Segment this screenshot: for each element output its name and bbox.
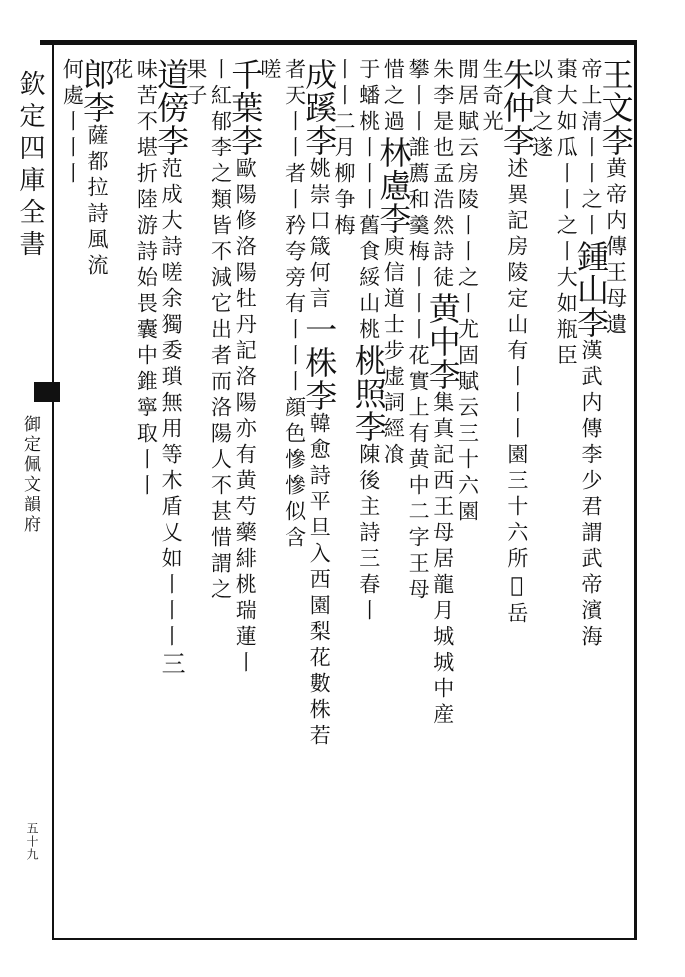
annotation-text: 矜夸旁有丨丨丨顔色慘慘似含 (282, 214, 307, 552)
annotation-text: 花 (109, 58, 134, 84)
annotation-text: 帝上清丨丨之丨 (578, 58, 603, 240)
headword: 林慮李 (374, 136, 413, 235)
annotation-text: 何處丨丨丨 (60, 58, 85, 188)
annotation-text: 陳後主詩三春丨 (356, 443, 381, 625)
annotation-text: 薩都拉詩風流 (85, 124, 110, 280)
annotation-text: 嗟 (257, 58, 282, 84)
annotation-text: 味苦不堪折陸游詩始畏囊中錐寧取丨丨 (134, 58, 159, 500)
annotation-text: 集真記西王母居龍月城城中産 (430, 391, 455, 729)
bottom-border (52, 938, 637, 940)
annotation-text: 姚崇口箴何言 (307, 157, 332, 313)
headword: 黄中李 (423, 292, 462, 391)
annotation-text: 丨丨二月柳争梅 (332, 58, 356, 240)
annotation-text: 庾信道士步虚詞經 (381, 235, 406, 443)
annotation-text: 丨紅郁李之類皆不減它出者而洛陽人不甚惜謂之 (208, 58, 233, 604)
annotation-text: 范成大詩嗟余獨委瑣無用等木盾乂如丨丨丨 (159, 157, 184, 651)
annotation-text: 果子 (183, 58, 208, 110)
annotation-text: 歐陽修洛陽牡丹記洛陽亦有黄芍藥緋桃瑞蓮丨 (233, 157, 258, 677)
annotation-text: 丨丨丨花實上有黄中二字王母 (406, 266, 431, 604)
annotation-text: 于蟠桃 (356, 58, 381, 136)
page-edge-margin (6, 70, 46, 950)
annotation-text: 三 (157, 651, 186, 679)
annotation-text: 遂 (529, 136, 554, 162)
annotation-text: 者天丨丨者丨 (282, 58, 307, 214)
annotation-text: 棗大如瓜丨丨之丨大如瓶臣 (554, 58, 579, 370)
annotation-text: 朱李是也孟浩然詩徒 (430, 58, 455, 292)
annotation-text: 飡 (381, 443, 406, 469)
annotation-text: 閒居賦云房陵丨丨之丨尤固賦云三十六園 (455, 58, 480, 526)
annotation-text: 攀丨丨誰薦和羹梅 (406, 58, 431, 266)
annotation-text: 黄帝内傳王母遺 (603, 157, 628, 339)
top-border (40, 40, 637, 45)
annotation-text: 生奇光 (480, 58, 505, 136)
annotation-text: 述異記房陵定山有丨丨丨園三十六所𠌐岳 (504, 157, 529, 628)
headword: 成蹊李 (300, 58, 339, 157)
annotation-text: 以食之 (529, 58, 554, 136)
book-title: 御定佩文韻府 (20, 415, 40, 535)
headword: 朱仲李 (497, 58, 536, 157)
annotation-text: 漢武内傳李少君謂武帝濱海 (578, 339, 603, 651)
collection-title: 欽定四庫全書 (15, 70, 45, 262)
headword: 鍾山李 (571, 240, 610, 339)
headword: 千葉李 (226, 58, 265, 157)
annotation-text: 韓愈詩平旦入西園梨花數株若 (307, 412, 332, 750)
headword: 一株李 (300, 313, 339, 412)
headword: 道傍李 (152, 58, 191, 157)
headword: 桃照李 (349, 344, 388, 443)
annotation-text: 惜之過 (381, 58, 406, 136)
page-number: 五十九 (25, 822, 39, 861)
text-column (49, 58, 95, 928)
annotation-text: 丨丨丨舊食綏山桃 (356, 136, 381, 344)
headword: 王文李 (596, 58, 635, 157)
headword: 郎李 (78, 58, 117, 124)
